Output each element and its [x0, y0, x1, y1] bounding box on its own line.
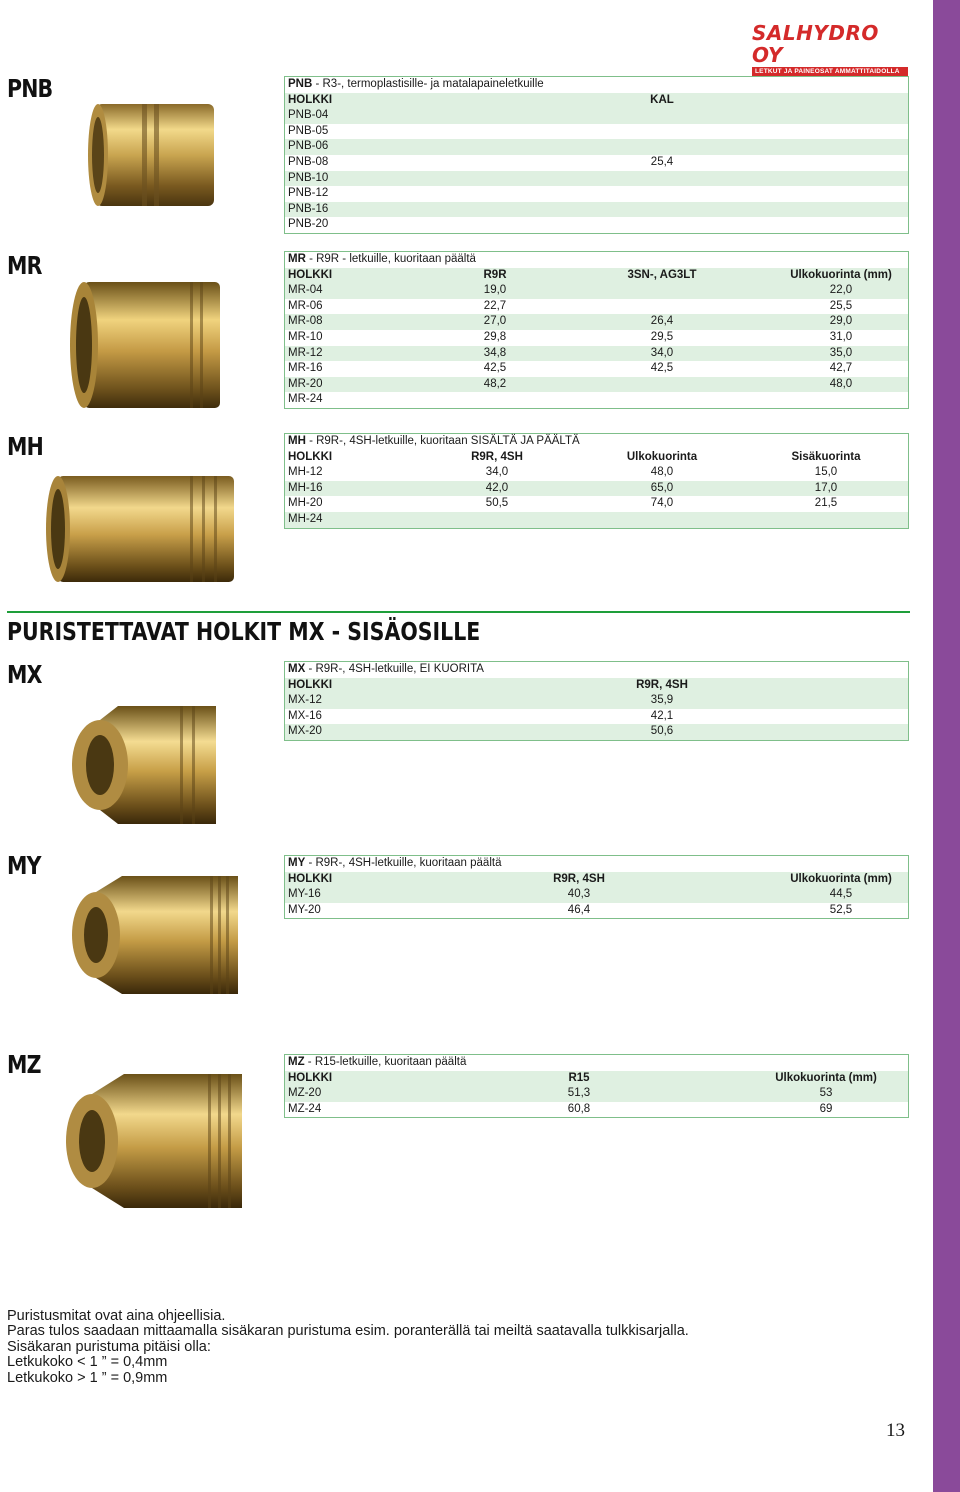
- table-cell: 31,0: [829, 330, 853, 343]
- table-cell: 27,0: [483, 315, 507, 328]
- section-heading: PURISTETTAVAT HOLKIT MX - SISÄOSILLE: [7, 617, 481, 646]
- table-cell: MY-16: [288, 888, 321, 901]
- table-cell: 42,1: [650, 709, 674, 722]
- brand-name: SALHYDRO OY: [752, 21, 879, 67]
- section-code-mz: MZ: [7, 1050, 41, 1079]
- table-cell: MH-12: [288, 466, 323, 479]
- table-header-cell: Sisäkuorinta: [791, 450, 861, 463]
- section-code-mx: MX: [7, 660, 42, 689]
- brand-logo: [752, 21, 908, 75]
- table-row: [285, 512, 908, 528]
- table-row: [285, 299, 908, 315]
- table-row: [285, 283, 908, 299]
- table-cell: 42,5: [483, 362, 507, 375]
- table-cell: MR-20: [288, 377, 323, 390]
- table-cell: PNB-05: [288, 124, 329, 137]
- section-code-pnb: PNB: [7, 74, 53, 103]
- table-cell: 69: [819, 1102, 833, 1115]
- table-row: [285, 709, 908, 725]
- table-row: [285, 186, 908, 202]
- table-cell: 48,0: [829, 377, 853, 390]
- table-title-text: - R9R-, 4SH-letkuille, kuoritaan päältä: [305, 857, 502, 869]
- table-row: [285, 330, 908, 346]
- table-row: [285, 496, 908, 512]
- note-line: Puristusmitat ovat aina ohjeellisia.: [7, 1308, 226, 1324]
- table-header-row: [285, 872, 908, 888]
- table-title-row: [285, 77, 908, 93]
- table-cell: 19,0: [483, 284, 507, 297]
- table-header-cell: HOLKKI: [288, 872, 333, 885]
- heading-rule: [7, 611, 910, 613]
- table-title-code: MX: [288, 663, 306, 675]
- table-cell: PNB-10: [288, 171, 329, 184]
- table-title-text: - R9R-, 4SH-letkuille, kuoritaan SISÄLTÄ JA PÄÄLTÄ: [305, 435, 580, 447]
- table-title-code: MY: [288, 857, 306, 869]
- table-header-cell: Ulkokuorinta (mm): [775, 1071, 877, 1084]
- table-cell: 46,4: [567, 903, 591, 916]
- table-cell: 34,8: [483, 346, 507, 359]
- table-cell: 34,0: [650, 346, 674, 359]
- side-color-bar: [933, 0, 960, 1492]
- table-cell: 29,0: [829, 315, 853, 328]
- table-mr: [284, 251, 909, 409]
- table-title-row: [285, 1055, 908, 1071]
- table-cell: PNB-20: [288, 218, 329, 231]
- table-title-row: [285, 856, 908, 872]
- pnb-fitting-photo: [84, 96, 224, 214]
- table-cell: MR-06: [288, 299, 323, 312]
- table-cell: 25,5: [829, 299, 853, 312]
- note-line: Letkukoko < 1 ” = 0,4mm: [7, 1354, 168, 1371]
- my-fitting-photo: [60, 868, 244, 1002]
- table-row: [285, 155, 908, 171]
- table-cell: MR-10: [288, 330, 323, 343]
- table-title: [288, 77, 544, 93]
- table-mx: [284, 661, 909, 741]
- table-cell: 74,0: [650, 497, 674, 510]
- table-title-text: - R9R - letkuille, kuoritaan päältä: [305, 253, 476, 265]
- table-row: [285, 139, 908, 155]
- table-cell: MY-20: [288, 903, 321, 916]
- table-cell: 22,7: [483, 299, 507, 312]
- table-cell: 15,0: [814, 466, 838, 479]
- table-title: [288, 434, 580, 450]
- table-title: [288, 252, 476, 268]
- section-code-mh: MH: [7, 432, 43, 461]
- table-cell: 65,0: [650, 481, 674, 494]
- table-row: [285, 361, 908, 377]
- table-title-text: - R3-, termoplastisille- ja matalapaineletkuille: [312, 78, 544, 90]
- table-cell: PNB-12: [288, 187, 329, 200]
- table-cell: 44,5: [829, 888, 853, 901]
- table-row: [285, 346, 908, 362]
- table-row: [285, 724, 908, 740]
- table-title-row: [285, 662, 908, 678]
- table-header-cell: R9R, 4SH: [553, 872, 605, 885]
- table-title-row: [285, 252, 908, 268]
- table-row: [285, 202, 908, 218]
- note-line: Paras tulos saadaan mittaamalla sisäkaran puristuma esim. poranterällä tai meiltä saatavalla tulkkisarjalla.: [7, 1323, 689, 1340]
- table-row: [285, 465, 908, 481]
- table-header-cell: Ulkokuorinta (mm): [790, 872, 892, 885]
- table-mz: [284, 1054, 909, 1118]
- table-cell: 42,7: [829, 362, 853, 375]
- table-row: [285, 124, 908, 140]
- table-header-cell: Ulkokuorinta: [626, 450, 698, 463]
- table-header-row: [285, 268, 908, 284]
- table-header-cell: 3SN-, AG3LT: [627, 268, 697, 281]
- table-cell: 60,8: [567, 1102, 591, 1115]
- table-cell: MX-16: [288, 709, 322, 722]
- table-cell: 53: [819, 1087, 833, 1100]
- table-cell: 21,5: [814, 497, 838, 510]
- table-header-cell: HOLKKI: [288, 678, 333, 691]
- note-line: Letkukoko > 1 ” = 0,9mm: [7, 1369, 168, 1386]
- table-cell: MR-24: [288, 393, 323, 406]
- table-cell: 42,5: [650, 362, 674, 375]
- table-header-cell: R9R: [483, 268, 507, 281]
- table-pnb: [284, 76, 909, 234]
- table-cell: PNB-08: [288, 155, 329, 168]
- table-cell: MZ-24: [288, 1102, 322, 1115]
- table-title-code: MH: [288, 435, 306, 447]
- table-title: [288, 1055, 466, 1071]
- table-cell: MR-16: [288, 362, 323, 375]
- table-header-cell: R15: [568, 1071, 590, 1084]
- brand-tagline: LETKUT JA PAINEOSAT AMMATTITAIDOLLA: [752, 67, 908, 76]
- table-cell: MR-08: [288, 315, 323, 328]
- section-code-my: MY: [7, 851, 41, 880]
- table-row: [285, 377, 908, 393]
- table-cell: 50,5: [485, 497, 509, 510]
- table-mh: [284, 433, 909, 529]
- table-cell: MH-20: [288, 497, 323, 510]
- table-header-cell: Ulkokuorinta (mm): [790, 268, 892, 281]
- table-cell: 40,3: [567, 888, 591, 901]
- table-cell: 35,9: [650, 694, 674, 707]
- table-cell: MH-16: [288, 481, 323, 494]
- table-header-row: [285, 678, 908, 694]
- table-cell: MZ-20: [288, 1087, 322, 1100]
- table-title-code: MZ: [288, 1056, 305, 1068]
- table-cell: 34,0: [485, 466, 509, 479]
- table-header-cell: HOLKKI: [288, 268, 333, 281]
- table-header-row: [285, 93, 908, 109]
- table-cell: MX-20: [288, 725, 322, 738]
- table-header-cell: HOLKKI: [288, 450, 333, 463]
- table-row: [285, 392, 908, 408]
- table-cell: 51,3: [567, 1087, 591, 1100]
- table-cell: 26,4: [650, 315, 674, 328]
- table-row: [285, 1102, 908, 1118]
- table-cell: MX-12: [288, 694, 322, 707]
- table-cell: 25,4: [650, 155, 674, 168]
- table-row: [285, 693, 908, 709]
- table-row: [285, 108, 908, 124]
- table-header-cell: KAL: [650, 93, 674, 106]
- table-title-text: - R9R-, 4SH-letkuille, EI KUORITA: [305, 663, 484, 675]
- table-cell: PNB-06: [288, 140, 329, 153]
- table-row: [285, 481, 908, 497]
- table-title-row: [285, 434, 908, 450]
- table-cell: MR-04: [288, 284, 323, 297]
- table-header-cell: HOLKKI: [288, 1071, 333, 1084]
- mr-fitting-photo: [62, 272, 224, 418]
- table-header-row: [285, 450, 908, 466]
- table-row: [285, 171, 908, 187]
- table-cell: 35,0: [829, 346, 853, 359]
- table-title: [288, 856, 501, 872]
- table-cell: MH-24: [288, 512, 323, 525]
- table-cell: PNB-04: [288, 109, 329, 122]
- table-row: [285, 314, 908, 330]
- table-cell: 48,2: [483, 377, 507, 390]
- table-row: [285, 887, 908, 903]
- table-title-code: MR: [288, 253, 306, 265]
- table-cell: 50,6: [650, 725, 674, 738]
- table-header-cell: R9R, 4SH: [636, 678, 688, 691]
- page-number: 13: [886, 1420, 905, 1441]
- table-header-row: [285, 1071, 908, 1087]
- table-title: [288, 662, 484, 678]
- table-header-cell: R9R, 4SH: [471, 450, 523, 463]
- mx-fitting-photo: [60, 698, 224, 832]
- mz-fitting-photo: [58, 1066, 248, 1216]
- table-row: [285, 903, 908, 919]
- table-cell: 52,5: [829, 903, 853, 916]
- table-title-text: - R15-letkuille, kuoritaan päältä: [304, 1056, 467, 1068]
- table-title-code: PNB: [288, 78, 313, 90]
- table-cell: 29,8: [483, 330, 507, 343]
- table-cell: PNB-16: [288, 202, 329, 215]
- table-cell: 22,0: [829, 284, 853, 297]
- table-row: [285, 217, 908, 233]
- table-header-cell: HOLKKI: [288, 93, 333, 106]
- mh-fitting-photo: [40, 470, 238, 588]
- table-my: [284, 855, 909, 919]
- notes: [7, 1309, 689, 1386]
- table-row: [285, 1086, 908, 1102]
- table-cell: MR-12: [288, 346, 323, 359]
- table-cell: 48,0: [650, 466, 674, 479]
- section-code-mr: MR: [7, 251, 42, 280]
- table-cell: 29,5: [650, 330, 674, 343]
- table-cell: 42,0: [485, 481, 509, 494]
- note-line: Sisäkaran puristuma pitäisi olla:: [7, 1338, 211, 1355]
- table-cell: 17,0: [814, 481, 838, 494]
